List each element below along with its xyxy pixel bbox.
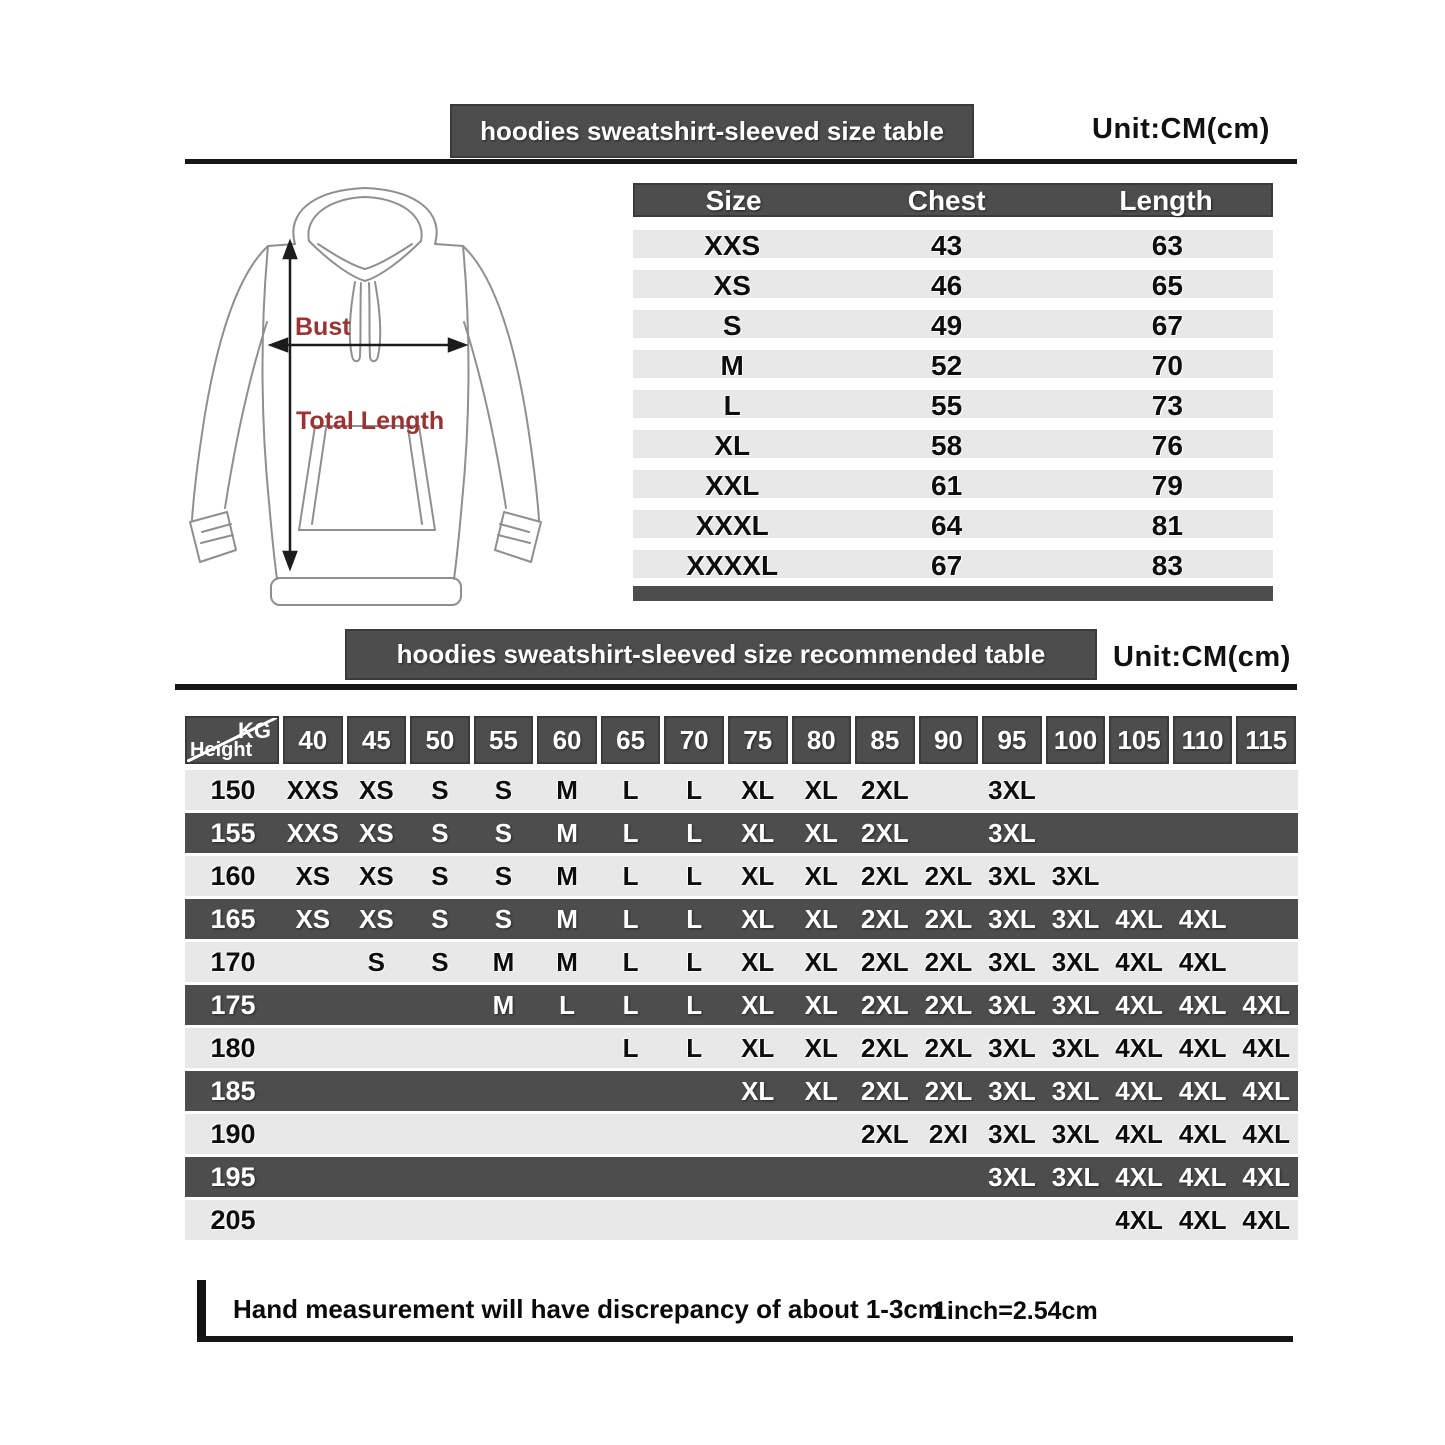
size-recommendation-cell: XL (741, 903, 775, 934)
size-recommendation-cell: 3XL (988, 1032, 1036, 1063)
size-recommendation-cell: 3XL (1051, 989, 1100, 1020)
size-recommendation-cell: XL (804, 817, 838, 848)
size-recommendation-cell: S (367, 946, 386, 977)
height-row-label: 155 (210, 817, 256, 848)
height-row-label: 205 (210, 1204, 256, 1235)
weight-column-header: 65 (601, 716, 661, 764)
size-recommendation-cell: S (494, 817, 513, 848)
weight-column-header: 110 (1173, 716, 1233, 764)
size-recommendation-cell: 4XL (1115, 1204, 1163, 1235)
recommended-table-row (185, 942, 1298, 982)
size-recommendation-cell: 4XL (1242, 1075, 1291, 1106)
size-recommendation-cell: XL (741, 817, 775, 848)
size-recommendation-cell: L (686, 860, 703, 891)
size-table-column-header: Length (1119, 185, 1213, 216)
size-cell: XL (714, 430, 751, 461)
size-recommendation-cell: L (622, 1032, 639, 1063)
size-recommendation-cell: 2XL (861, 817, 909, 848)
recommended-table-header-row (185, 716, 1298, 764)
weight-column-header: 90 (919, 716, 979, 764)
size-table-title: hoodies sweatshirt-sleeved size table (480, 115, 944, 146)
size-recommendation-cell: 2XL (861, 1118, 909, 1149)
footer-line (197, 1336, 1293, 1342)
size-cell: L (723, 390, 741, 421)
size-cell: XXXL (695, 510, 769, 541)
length-cell: 73 (1151, 390, 1183, 421)
size-recommendation-cell: 4XL (1115, 1161, 1163, 1192)
size-recommendation-cell: 4XL (1242, 989, 1291, 1020)
size-recommendation-cell: 4XL (1178, 903, 1227, 934)
size-recommendation-cell: 4XL (1178, 1032, 1227, 1063)
size-recommendation-cell: 3XL (1051, 1075, 1100, 1106)
recommended-table-row (185, 985, 1298, 1025)
weight-column-header: 55 (474, 716, 534, 764)
length-cell: 70 (1151, 350, 1183, 381)
height-row-label: 180 (210, 1032, 256, 1063)
size-recommendation-cell: S (431, 903, 449, 934)
inch-conversion-note: 1inch=2.54cm (933, 1297, 1098, 1325)
size-table-row (633, 230, 1273, 261)
size-recommendation-cell: 2XL (861, 774, 909, 805)
length-cell: 63 (1151, 230, 1183, 261)
size-recommendation-cell: 2XL (861, 989, 909, 1020)
size-recommendation-cell: M (556, 774, 578, 805)
total-length-arrow (284, 242, 296, 568)
size-table-row (633, 270, 1273, 301)
weight-column-header: 70 (664, 716, 724, 764)
size-table-row (633, 510, 1273, 541)
size-table-row (633, 430, 1273, 461)
weight-column-header: 45 (347, 716, 407, 764)
size-recommendation-cell: 2XL (924, 903, 973, 934)
height-row-label: 165 (210, 903, 256, 934)
hoodie-measurement-diagram (168, 182, 593, 622)
size-recommendation-cell: L (686, 989, 703, 1020)
chest-cell: 55 (931, 390, 963, 421)
height-row-label: 185 (210, 1075, 256, 1106)
chest-cell: 52 (931, 350, 963, 381)
size-recommendation-cell: XXS (286, 817, 339, 848)
hoodie-diagram-svg (168, 182, 593, 622)
size-recommendation-cell: XL (804, 989, 838, 1020)
size-recommendation-cell: XS (359, 903, 394, 934)
size-recommendation-cell: 3XL (1051, 860, 1100, 891)
size-recommendation-cell: 2XL (861, 860, 909, 891)
height-corner-label: Height (190, 739, 253, 761)
size-recommendation-cell: 3XL (988, 1118, 1036, 1149)
size-recommendation-cell: L (622, 817, 639, 848)
size-recommendation-cell: XL (741, 946, 775, 977)
size-recommendation-cell: 2XL (861, 1075, 909, 1106)
size-recommendation-cell: 3XL (1051, 946, 1100, 977)
size-recommendation-cell: XL (804, 1075, 838, 1106)
chest-cell: 49 (931, 310, 963, 341)
length-cell: 67 (1151, 310, 1183, 341)
size-recommendation-cell: L (622, 946, 639, 977)
recommended-table-row (185, 1028, 1298, 1068)
size-recommendation-cell: 3XL (988, 1075, 1036, 1106)
size-recommendation-cell: M (556, 946, 578, 977)
size-recommendation-cell: 4XL (1178, 989, 1227, 1020)
kg-corner-label: KG (238, 718, 271, 743)
length-cell: 81 (1151, 510, 1183, 541)
size-table (633, 183, 1273, 601)
size-recommendation-cell: S (431, 860, 449, 891)
size-recommendation-cell: XL (741, 1075, 775, 1106)
size-recommendation-cell: M (556, 860, 578, 891)
size-cell: S (722, 310, 742, 341)
size-table-row (633, 550, 1273, 581)
size-recommendation-cell: 4XL (1115, 946, 1163, 977)
size-recommendation-cell: XXS (286, 774, 339, 805)
weight-column-header: 85 (855, 716, 915, 764)
size-cell: M (720, 350, 744, 381)
size-recommendation-cell: L (622, 903, 639, 934)
recommended-table-row (185, 1200, 1298, 1240)
size-recommendation-cell: 2XL (861, 1032, 909, 1063)
size-recommendation-cell: 2XL (861, 946, 909, 977)
size-recommendation-cell: 4XL (1115, 989, 1163, 1020)
size-recommendation-cell: L (622, 989, 639, 1020)
height-row-label: 175 (210, 989, 256, 1020)
chest-cell: 61 (931, 470, 963, 501)
height-row-label: 195 (210, 1161, 256, 1192)
size-recommendation-cell: 4XL (1178, 1118, 1227, 1149)
size-recommendation-cell: XL (804, 860, 838, 891)
length-cell: 79 (1151, 470, 1183, 501)
recommended-table-row (185, 1071, 1298, 1111)
length-cell: 76 (1151, 430, 1183, 461)
recommended-table-row (185, 770, 1298, 810)
chest-cell: 67 (931, 550, 963, 581)
size-recommendation-cell: XL (804, 1032, 838, 1063)
size-table-title-bar (450, 104, 974, 158)
weight-column-header: 80 (792, 716, 852, 764)
size-recommendation-cell: S (431, 817, 449, 848)
size-table-row (633, 470, 1273, 501)
footer-accent-bar (197, 1280, 206, 1338)
size-recommendation-cell: L (686, 903, 703, 934)
size-recommendation-cell: 4XL (1242, 1161, 1291, 1192)
recommended-table-title: hoodies sweatshirt-sleeved size recommended table (396, 639, 1046, 669)
size-recommendation-cell: 2XI (928, 1118, 968, 1149)
size-recommendation-cell: XL (804, 946, 838, 977)
weight-column-header: 100 (1046, 716, 1106, 764)
size-recommendation-cell: 2XL (861, 903, 909, 934)
weight-column-header: 50 (410, 716, 470, 764)
height-row-label: 160 (210, 860, 256, 891)
size-recommendation-cell: 3XL (1051, 1118, 1100, 1149)
size-cell: XXXXL (686, 550, 779, 581)
size-recommendation-cell: XS (359, 860, 394, 891)
size-recommendation-cell: 4XL (1242, 1032, 1291, 1063)
chest-cell: 43 (931, 230, 963, 261)
size-cell: XXL (704, 470, 760, 501)
size-recommendation-cell: L (686, 946, 703, 977)
weight-column-header: 40 (283, 716, 343, 764)
size-recommendation-cell: XL (741, 989, 775, 1020)
recommended-table-row (185, 813, 1298, 853)
size-recommendation-cell: S (494, 774, 513, 805)
size-recommendation-cell: 3XL (988, 817, 1036, 848)
weight-column-header: 115 (1236, 716, 1296, 764)
size-recommendation-cell: S (431, 946, 449, 977)
chest-cell: 46 (931, 270, 963, 301)
size-recommendation-cell: XL (741, 860, 775, 891)
size-table-row (633, 390, 1273, 421)
size-cell: XXS (704, 230, 761, 261)
weight-column-header: 60 (537, 716, 597, 764)
size-cell: XS (713, 270, 751, 301)
chest-cell: 64 (931, 510, 963, 541)
divider-line-top (185, 159, 1297, 164)
length-cell: 65 (1151, 270, 1183, 301)
recommended-table-row (185, 856, 1298, 896)
size-table-unit-label: Unit:CM(cm) (1092, 113, 1270, 145)
size-recommendation-cell: 4XL (1115, 1075, 1163, 1106)
size-recommendation-cell: 3XL (988, 989, 1036, 1020)
size-recommendation-cell: M (492, 989, 515, 1020)
size-recommendation-cell: XS (359, 817, 394, 848)
size-recommendation-cell: XS (295, 903, 331, 934)
size-table-header-row (633, 183, 1273, 217)
size-recommendation-cell: XL (804, 903, 838, 934)
size-table-row (633, 350, 1273, 381)
size-recommendation-cell: 3XL (988, 860, 1036, 891)
divider-line-middle (175, 684, 1297, 690)
size-recommendation-cell: 3XL (1051, 1161, 1100, 1192)
size-recommendation-cell: 2XL (924, 946, 973, 977)
recommended-size-table (185, 716, 1298, 1243)
size-recommendation-cell: 4XL (1115, 1032, 1163, 1063)
size-recommendation-cell: M (556, 817, 578, 848)
size-recommendation-cell: XL (804, 774, 838, 805)
size-recommendation-cell: S (431, 774, 449, 805)
size-recommendation-cell: S (494, 903, 513, 934)
weight-column-header: 75 (728, 716, 788, 764)
size-recommendation-cell: L (559, 989, 575, 1020)
size-recommendation-cell: 4XL (1178, 1075, 1227, 1106)
size-recommendation-cell: 4XL (1115, 1118, 1163, 1149)
height-row-label: 190 (210, 1118, 256, 1149)
size-table-column-header: Chest (907, 185, 986, 216)
size-recommendation-cell: XL (741, 774, 775, 805)
size-recommendation-cell: 4XL (1242, 1118, 1291, 1149)
recommended-table-unit-label: Unit:CM(cm) (1113, 641, 1291, 673)
recommended-table-title-bar (345, 629, 1097, 680)
weight-column-header: 95 (982, 716, 1042, 764)
bust-label: Bust (295, 313, 351, 341)
size-recommendation-cell: M (556, 903, 578, 934)
measurement-note: Hand measurement will have discrepancy of about 1-3cm (233, 1294, 942, 1324)
size-recommendation-cell: 4XL (1178, 1161, 1227, 1192)
size-recommendation-cell: 2XL (924, 1075, 973, 1106)
size-recommendation-cell: XS (359, 774, 394, 805)
size-recommendation-cell: 3XL (988, 774, 1036, 805)
size-recommendation-cell: L (686, 817, 703, 848)
size-recommendation-cell: 3XL (988, 1161, 1036, 1192)
size-recommendation-cell: L (622, 774, 639, 805)
size-recommendation-cell: XL (741, 1032, 775, 1063)
size-recommendation-cell: 2XL (924, 989, 973, 1020)
size-recommendation-cell: 4XL (1178, 946, 1227, 977)
length-cell: 83 (1151, 550, 1183, 581)
height-row-label: 170 (210, 946, 256, 977)
size-table-column-header: Size (705, 185, 762, 216)
size-recommendation-cell: L (686, 1032, 703, 1063)
size-recommendation-cell: XS (295, 860, 331, 891)
size-recommendation-cell: 4XL (1115, 903, 1163, 934)
height-row-label: 150 (210, 774, 256, 805)
size-recommendation-cell: 4XL (1242, 1204, 1291, 1235)
size-recommendation-cell: S (494, 860, 513, 891)
size-recommendation-cell: 3XL (1051, 903, 1100, 934)
size-table-row (633, 310, 1273, 341)
size-recommendation-cell: M (492, 946, 515, 977)
weight-column-header: 105 (1109, 716, 1169, 764)
hoodie-outline (190, 188, 541, 605)
recommended-table-row (185, 1114, 1298, 1154)
size-recommendation-cell: 4XL (1178, 1204, 1227, 1235)
kg-height-corner-cell (185, 716, 279, 764)
recommended-table-row (185, 899, 1298, 939)
size-recommendation-cell: L (622, 860, 639, 891)
size-recommendation-cell: 3XL (988, 903, 1036, 934)
size-recommendation-cell: 3XL (1051, 1032, 1100, 1063)
size-recommendation-cell: 2XL (924, 1032, 973, 1063)
size-table-bottom-bar (633, 586, 1273, 601)
recommended-table-row (185, 1157, 1298, 1197)
total-length-label: Total Length (296, 407, 445, 435)
size-recommendation-cell: 2XL (924, 860, 973, 891)
size-recommendation-cell: 3XL (988, 946, 1036, 977)
size-recommendation-cell: L (686, 774, 703, 805)
chest-cell: 58 (931, 430, 963, 461)
